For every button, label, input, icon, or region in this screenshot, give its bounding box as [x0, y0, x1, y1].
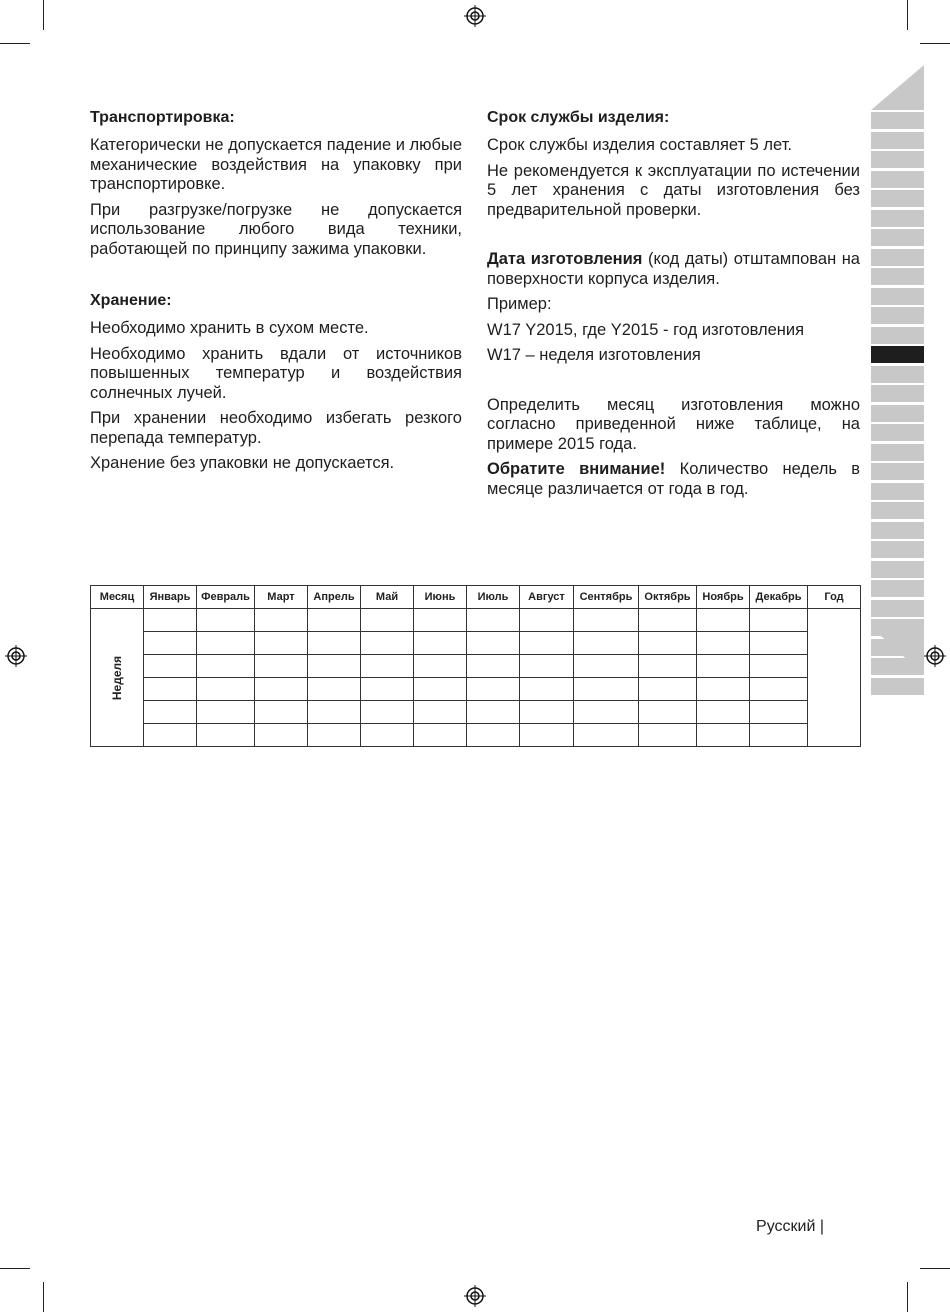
table-cell: [197, 678, 255, 701]
table-cell: [361, 632, 414, 655]
table-cell: [574, 678, 639, 701]
side-tab: [871, 268, 924, 285]
table-cell: [308, 632, 361, 655]
side-tab: [871, 522, 924, 539]
table-row: [91, 632, 861, 655]
registration-mark-icon: [464, 5, 486, 27]
side-tab: [871, 112, 924, 129]
table-cell: [467, 609, 520, 632]
table-cell: [414, 724, 467, 747]
footer-language-label: Русский |: [756, 1218, 824, 1235]
table-cell: [197, 655, 255, 678]
table-cell: [255, 724, 308, 747]
side-tab: [871, 561, 924, 578]
determine-month-paragraph: Определить месяц изготовления можно согласно приведенной ниже таблице, на примере 2015 года.: [487, 395, 860, 453]
table-cell: [639, 678, 697, 701]
month-header-cell: Январь: [144, 586, 197, 609]
manufacture-date-paragraph: [487, 250, 860, 289]
crop-mark: [907, 1282, 908, 1312]
table-cell: [414, 678, 467, 701]
example-line: W17 Y2015, где Y2015 - год изготовления: [487, 320, 805, 339]
note-text: Количество недель в месяце различается от года в год.: [487, 460, 860, 498]
table-row: [91, 609, 861, 632]
side-tab: [871, 541, 924, 558]
registration-mark-icon: [464, 1285, 486, 1307]
table-cell: [639, 609, 697, 632]
storage-paragraph: Необходимо хранить в сухом месте.: [90, 319, 369, 337]
side-tab: [871, 405, 924, 422]
side-tab: [871, 288, 924, 305]
table-cell: [697, 609, 750, 632]
table-cell: [520, 655, 574, 678]
side-tab: [871, 502, 924, 519]
storage-paragraph: Хранение без упаковки не допускается.: [90, 454, 395, 472]
table-cell: [197, 609, 255, 632]
crop-mark: [43, 1282, 44, 1312]
crop-mark: [0, 43, 30, 44]
month-header-cell: Октябрь: [639, 586, 697, 609]
crop-mark: [0, 1268, 30, 1269]
week-month-table: [90, 585, 861, 747]
table-cell: [697, 632, 750, 655]
table-cell: [574, 609, 639, 632]
table-cell: [574, 655, 639, 678]
table-cell: [574, 632, 639, 655]
side-tab: [871, 424, 924, 441]
table-cell: [520, 678, 574, 701]
manufacture-date-text: (код даты) отштампован на поверхности корпуса изделия.: [487, 250, 860, 288]
table-cell: [414, 609, 467, 632]
table-cell: [697, 655, 750, 678]
table-cell: [750, 724, 808, 747]
service-life-heading: Срок службы изделия:: [487, 109, 670, 126]
table-cell: [144, 678, 197, 701]
table-cell: [574, 724, 639, 747]
side-tab: [871, 483, 924, 500]
table-cell: [750, 609, 808, 632]
side-tab: [871, 151, 924, 168]
table-cell: [467, 678, 520, 701]
table-cell: [361, 678, 414, 701]
side-tab: [871, 327, 924, 344]
month-header-cell: Июнь: [414, 586, 467, 609]
side-tab: [871, 210, 924, 227]
side-tab: [871, 307, 924, 324]
table-cell: [414, 655, 467, 678]
note-paragraph: [487, 460, 860, 499]
side-tab: [871, 580, 924, 597]
year-cell: [808, 609, 861, 747]
transport-paragraph: Категорически не допускается падение и любые механические воздействия на упаковку при транспортировке.: [90, 136, 462, 193]
table-cell: [308, 655, 361, 678]
transport-paragraph: При разгрузке/погрузке не допускается использование любого вида техники, работающей по принципу зажима упаковки.: [90, 200, 462, 258]
note-label: Обратите внимание!: [487, 460, 666, 478]
table-cell: [520, 701, 574, 724]
table-cell: [750, 701, 808, 724]
side-tab: [871, 132, 924, 149]
month-header-cell: Февраль: [197, 586, 255, 609]
table-cell: [144, 701, 197, 724]
service-life-paragraph: Не рекомендуется к эксплуатации по истечении 5 лет хранения с даты изготовления без предварительной проверки.: [487, 161, 860, 219]
table-row: [91, 678, 861, 701]
side-tab: [871, 229, 924, 246]
table-cell: [750, 632, 808, 655]
table-cell: [361, 701, 414, 724]
table-cell: [467, 655, 520, 678]
month-header-cell: Июль: [467, 586, 520, 609]
side-tab: [871, 249, 924, 266]
month-header-cell: Август: [520, 586, 574, 609]
crop-mark: [920, 43, 950, 44]
left-column: [90, 108, 462, 480]
right-column: [487, 108, 860, 505]
month-header-cell: Март: [255, 586, 308, 609]
table-cell: [574, 701, 639, 724]
transport-heading: Транспортировка:: [90, 109, 235, 126]
table-cell: [639, 701, 697, 724]
side-tab: [871, 346, 924, 363]
table-cell: [255, 701, 308, 724]
side-tab: [871, 678, 924, 695]
table-cell: [697, 678, 750, 701]
table-cell: [639, 632, 697, 655]
registration-mark-icon: [5, 645, 27, 667]
table-cell: [144, 724, 197, 747]
week-row-label: Неделя: [109, 655, 124, 700]
table-cell: [361, 724, 414, 747]
table-cell: [308, 701, 361, 724]
table-cell: [144, 632, 197, 655]
table-row: [91, 724, 861, 747]
month-header-cell: Месяц: [91, 586, 144, 609]
table-cell: [197, 701, 255, 724]
table-cell: [639, 724, 697, 747]
service-life-paragraph: Срок службы изделия составляет 5 лет.: [487, 136, 793, 154]
side-tab: [871, 463, 924, 480]
example-label: Пример:: [487, 295, 552, 313]
storage-heading: Хранение:: [90, 292, 172, 309]
side-tab-bottom-triangle: [871, 627, 924, 675]
table-cell: [144, 609, 197, 632]
table-cell: [639, 655, 697, 678]
table-cell: [255, 678, 308, 701]
table-cell: [361, 609, 414, 632]
table-row: [91, 701, 861, 724]
table-cell: [520, 632, 574, 655]
table-cell: [520, 609, 574, 632]
table-cell: [255, 632, 308, 655]
table-cell: [414, 701, 467, 724]
month-header-cell: Сентябрь: [574, 586, 639, 609]
side-tab: [871, 385, 924, 402]
crop-mark: [920, 1268, 950, 1269]
side-tab: [871, 171, 924, 188]
week-row-label-cell: [91, 609, 144, 747]
month-header-cell: Апрель: [308, 586, 361, 609]
side-tab: [871, 190, 924, 207]
example-line: W17 – неделя изготовления: [487, 346, 701, 364]
table-cell: [144, 655, 197, 678]
storage-paragraph: Необходимо хранить вдали от источников повышенных температур и воздействия солнечных лучей.: [90, 344, 462, 402]
manufacture-date-label: Дата изготовления: [487, 250, 643, 268]
table-cell: [467, 724, 520, 747]
crop-mark: [907, 0, 908, 30]
table-cell: [308, 609, 361, 632]
registration-mark-icon: [924, 645, 946, 667]
month-header-cell: Май: [361, 586, 414, 609]
table-cell: [414, 632, 467, 655]
month-header-cell: Ноябрь: [697, 586, 750, 609]
table-cell: [467, 632, 520, 655]
table-header-row: [91, 586, 861, 609]
month-header-cell: Декабрь: [750, 586, 808, 609]
table-cell: [520, 724, 574, 747]
table-cell: [467, 701, 520, 724]
side-tab: [871, 366, 924, 383]
table-cell: [308, 678, 361, 701]
crop-mark: [43, 0, 44, 30]
table-cell: [255, 655, 308, 678]
table-cell: [361, 655, 414, 678]
year-header-cell: Год: [808, 586, 861, 609]
table-cell: [255, 609, 308, 632]
side-tab-top-triangle: [871, 65, 924, 110]
side-tab: [871, 444, 924, 461]
table-cell: [197, 632, 255, 655]
table-cell: [697, 724, 750, 747]
table-cell: [197, 724, 255, 747]
storage-paragraph: При хранении необходимо избегать резкого перепада температур.: [90, 409, 462, 447]
side-section-tabs: [871, 112, 924, 697]
table-cell: [750, 678, 808, 701]
side-tab: [871, 600, 924, 617]
table-cell: [697, 701, 750, 724]
table-cell: [308, 724, 361, 747]
table-cell: [750, 655, 808, 678]
table-row: [91, 655, 861, 678]
